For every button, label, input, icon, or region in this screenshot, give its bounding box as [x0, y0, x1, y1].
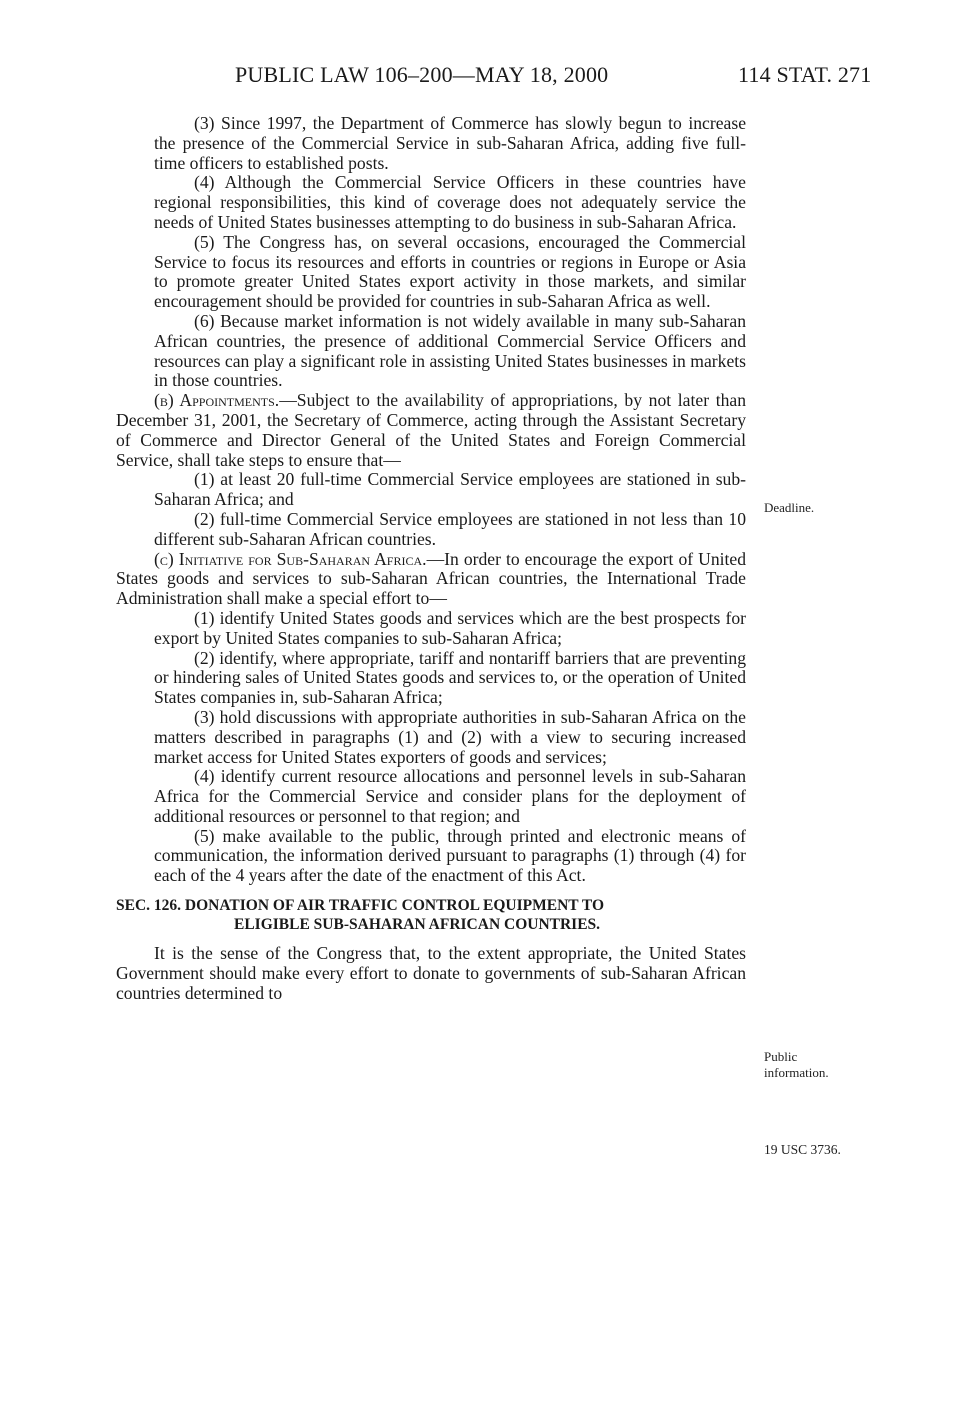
margin-note-usc-citation: 19 USC 3736.	[764, 1142, 841, 1157]
finding-paragraph-4: (4) Although the Commercial Service Officers in these countries have regional responsibilities, this kind of coverage does not adequately service the needs of United States businesses attempting to do business in sub-Saharan Africa.	[154, 172, 746, 232]
subsection-c-item-4: (4) identify current resource allocations and personnel levels in sub-Saharan Africa for the Commercial Service and consider plans for the deployment of additional resources or personnel to that region; and	[154, 766, 746, 826]
page-header	[0, 62, 957, 96]
section-126-heading	[116, 896, 746, 934]
subsection-b-label: (b) Appointments.	[154, 390, 280, 411]
subsection-b-item-1: (1) at least 20 full-time Commercial Service employees are stationed in sub-Saharan Africa; and	[154, 469, 746, 510]
subsection-b-text: —Subject to the availability of appropriations, by not later than December 31, 2001, the Secretary of Commerce, acting through the Assistant Secretary of Commerce and Director General of the United States and Foreign Commercial Service, shall take steps to ensure that—	[116, 390, 746, 470]
header-title: PUBLIC LAW 106–200—MAY 18, 2000	[235, 62, 609, 87]
subsection-b-item-2: (2) full-time Commercial Service employees are stationed in not less than 10 different sub-Saharan African countries.	[154, 508, 746, 549]
subsection-c-item-2: (2) identify, where appropriate, tariff and nontariff barriers that are preventing or hindering sales of United States goods and services to, or the operation of United States companies in, sub-Saharan Africa;	[154, 647, 746, 708]
margin-note-deadline: Deadline.	[764, 500, 815, 515]
finding-paragraph-5: (5) The Congress has, on several occasions, encouraged the Commercial Service to focus its resources and efforts in countries or regions in Europe or Asia to promote greater United States export activity in those markets, and similar encouragement should be provided for countries in sub-Saharan Africa as well.	[154, 231, 746, 312]
section-heading-line-2: ELIGIBLE SUB-SAHARAN AFRICAN COUNTRIES.	[234, 916, 601, 934]
finding-paragraph-6: (6) Because market information is not widely available in many sub-Saharan African countries, the presence of additional Commercial Service Officers and resources can play a significant role in assisting United States businesses in markets in those countries.	[154, 310, 746, 391]
document-body	[116, 114, 746, 1003]
subsection-b	[116, 391, 746, 470]
margin-note-public-information: Public information.	[764, 1049, 829, 1080]
subsection-c-item-5: (5) make available to the public, through printed and electronic means of communication, the information derived pursuant to paragraphs (1) through (4) for each of the 4 years after the date of the enactment of this Act.	[154, 825, 746, 886]
subsection-c-item-1: (1) identify United States goods and services which are the best prospects for export by United States companies to sub-Saharan Africa;	[154, 607, 746, 648]
finding-paragraph-3: (3) Since 1997, the Department of Commerce has slowly begun to increase the presence of the Commercial Service in sub-Saharan Africa, adding five full-time officers to established posts.	[154, 113, 746, 173]
subsection-c-text: —In order to encourage the export of United States goods and services to sub-Saharan African countries, the International Trade Administration shall make a special effort to—	[116, 548, 747, 609]
subsection-c	[116, 550, 746, 609]
header-stat-citation: 114 STAT. 271	[738, 62, 872, 87]
subsection-c-item-3: (3) hold discussions with appropriate authorities in sub-Saharan Africa on the matters described in paragraphs (1) and (2) with a view to securing increased market access for United States exporters of goods and services;	[154, 706, 746, 767]
section-heading-line-1: SEC. 126. DONATION OF AIR TRAFFIC CONTROL EQUIPMENT TO	[116, 897, 605, 915]
section-126-text: It is the sense of the Congress that, to the extent appropriate, the United States Government should make every effort to donate to governments of sub-Saharan African countries determined to	[116, 943, 746, 1003]
subsection-c-label: (c) Initiative for Sub-Saharan Africa.	[154, 548, 427, 569]
